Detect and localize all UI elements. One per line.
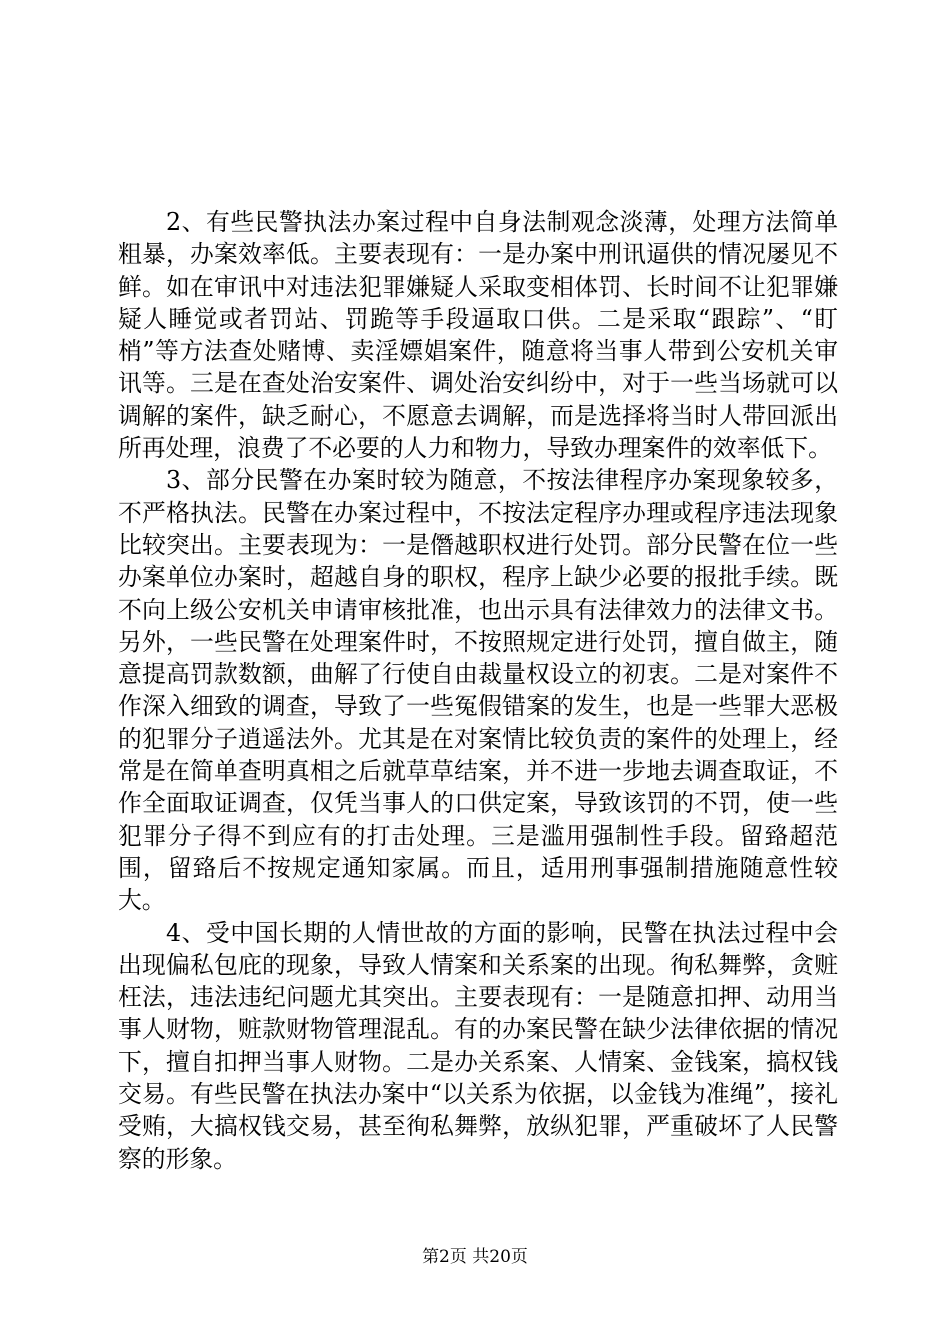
page-number-footer: 第2页 共20页 [422,1247,528,1267]
document-body [118,206,838,1175]
paragraph-4: 4、受中国长期的人情世故的方面的影响，民警在执法过程中会出现偏私包庇的现象，导致人情案和关系案的出现。徇私舞弊，贪赃枉法，违法违纪问题尤其突出。主要表现有：一是随意扣押、动用当事人财物，赃款财物管理混乱。有的办案民警在缺少法律依据的情况下，擅自扣押当事人财物。二是办关系案、人情案、金钱案，搞权钱交易。有些民警在执法办案中“以关系为依据，以金钱为准绳”，接礼受贿，大搞权钱交易，甚至徇私舞弊，放纵犯罪，严重破坏了人民警察的形象。 [118,918,838,1173]
paragraph-3: 3、部分民警在办案时较为随意，不按法律程序办案现象较多，不严格执法。民警在办案过程中，不按法定程序办理或程序违法现象比较突出。主要表现为：一是僭越职权进行处罚。部分民警在位一些办案单位办案时，超越自身的职权，程序上缺少必要的报批手续。既不向上级公安机关申请审核批准，也出示具有法律效力的法律文书。另外，一些民警在处理案件时，不按照规定进行处罚，擅自做主，随意提高罚款数额，曲解了行使自由裁量权设立的初衷。二是对案件不作深入细致的调查，导致了一些冤假错案的发生，也是一些罪大恶极的犯罪分子逍遥法外。尤其是在对案情比较负责的案件的处理上，经常是在简单查明真相之后就草草结案，并不进一步地去调查取证，不作全面取证调查，仅凭当事人的口供定案，导致该罚的不罚，使一些犯罪分子得不到应有的打击处理。三是滥用强制性手段。留臵超范围，留臵后不按规定通知家属。而且，适用刑事强制措施随意性较大。 [118,466,838,915]
paragraph-2: 2、有些民警执法办案过程中自身法制观念淡薄，处理方法简单粗暴，办案效率低。主要表现有：一是办案中刑讯逼供的情况屡见不鲜。如在审讯中对违法犯罪嫌疑人采取变相体罚、长时间不让犯罪嫌疑人睡觉或者罚站、罚跪等手段逼取口供。二是采取“跟踪”、“盯梢”等方法查处赌博、卖淫嫖娼案件，随意将当事人带到公安机关审讯等。三是在查处治安案件、调处治安纠纷中，对于一些当场就可以调解的案件，缺乏耐心，不愿意去调解，而是选择将当时人带回派出所再处理，浪费了不必要的人力和物力，导致办理案件的效率低下。 [118,208,838,463]
